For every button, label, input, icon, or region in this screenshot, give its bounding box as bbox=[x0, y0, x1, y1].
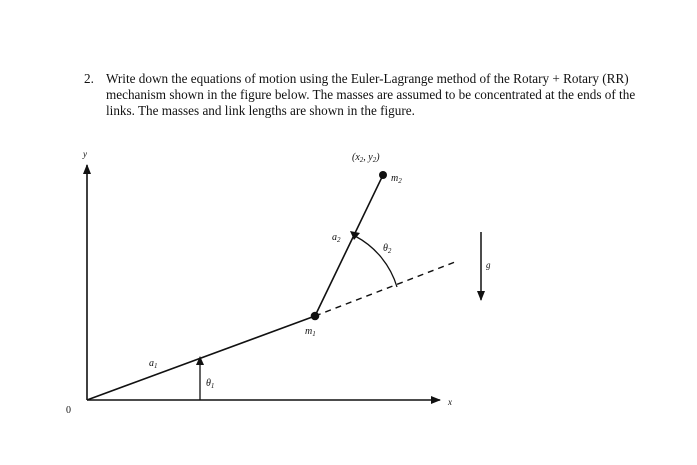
endpoint-coordinates-label: ($x_2$, $y_2$) bbox=[352, 152, 380, 164]
y-axis-label: y bbox=[83, 149, 87, 159]
link-1 bbox=[87, 316, 315, 400]
gravity-label: g bbox=[486, 260, 491, 270]
problem-text: Write down the equations of motion using the Euler-Lagrange method of the Rotary + Rotary (RR) mechanism shown in the figure below. The masses are assumed to be concentrated at the ends of the links. The masses and link lengths are shown in the figure. bbox=[106, 71, 636, 118]
link-1-extension bbox=[315, 262, 455, 316]
mass-2-label: $m_2$ bbox=[391, 173, 402, 185]
mass-1-dot bbox=[311, 312, 320, 321]
angle-2-arc bbox=[355, 236, 397, 287]
angle-2-label: $\theta_2$ bbox=[383, 243, 392, 255]
mass-2-dot bbox=[379, 171, 387, 179]
link-2-length-label: $a_2$ bbox=[332, 232, 341, 244]
link-2 bbox=[315, 175, 383, 316]
link-1-length-label: $a_1$ bbox=[149, 358, 158, 370]
x-axis-label: x bbox=[448, 397, 452, 407]
mass-1-label: $m_1$ bbox=[305, 326, 316, 338]
angle-1-label: $\theta_1$ bbox=[206, 378, 215, 390]
problem-number: 2. bbox=[84, 71, 94, 86]
origin-label: 0 bbox=[66, 405, 71, 416]
